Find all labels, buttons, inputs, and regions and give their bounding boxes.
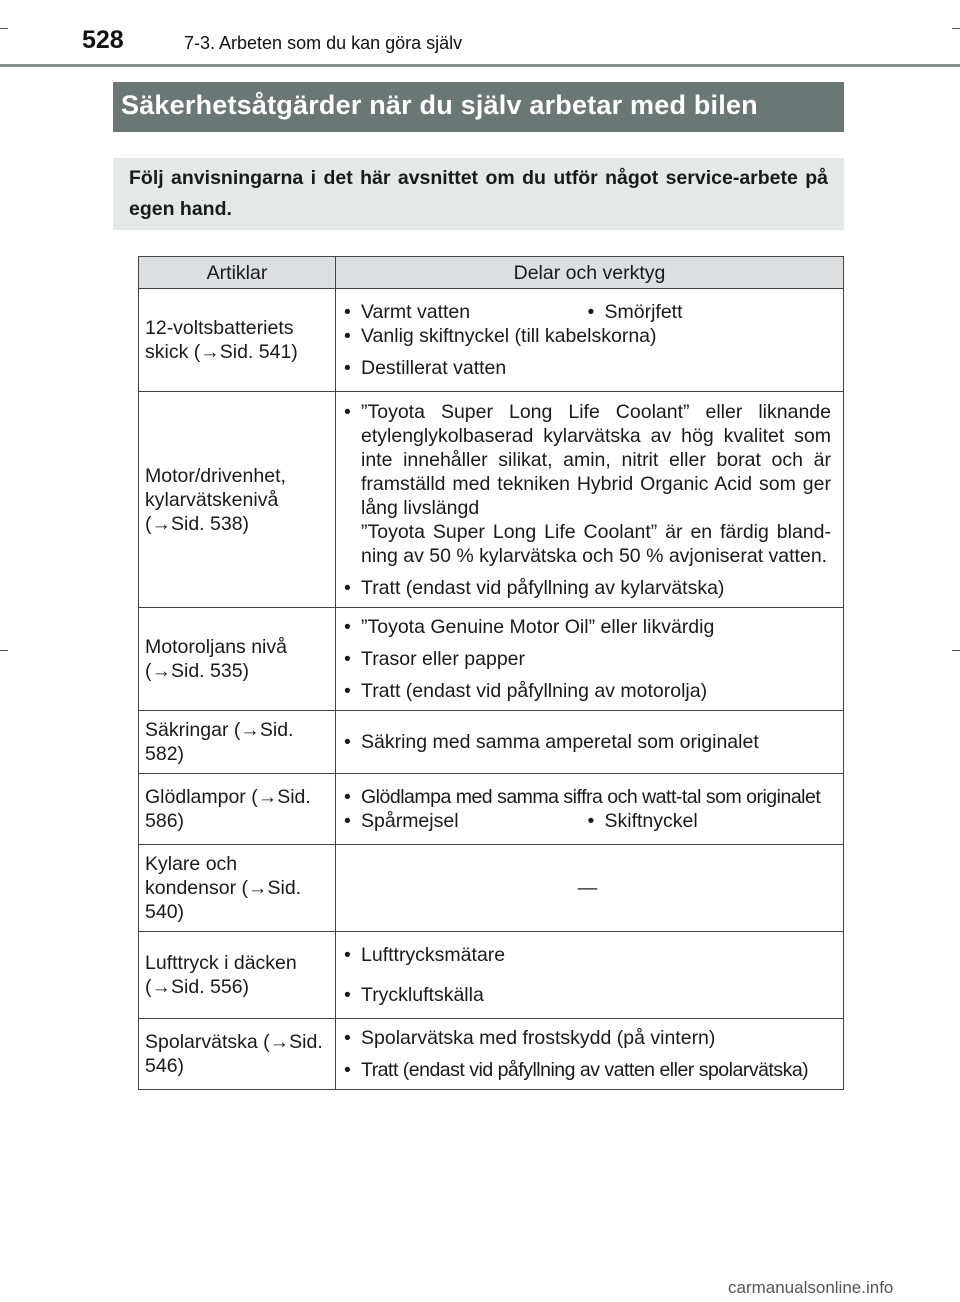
tools-cell xyxy=(336,289,844,392)
tools-cell xyxy=(336,774,844,845)
crop-mark xyxy=(952,28,960,29)
list-item: • Glödlampa med samma siffra och watt-tal som originalet xyxy=(344,786,821,808)
list-item: • Trasor eller papper xyxy=(344,648,526,670)
list-item: • Tratt (endast vid påfyllning av motorolja) xyxy=(344,680,708,702)
chapter-title: 7-3. Arbeten som du kan göra själv xyxy=(184,33,463,53)
table-row xyxy=(139,608,844,711)
tools-cell xyxy=(336,932,844,1019)
list-item: • Destillerat vatten xyxy=(344,357,507,379)
article-cell: Glödlampor (→Sid. 586) xyxy=(139,774,336,845)
article-cell: Säkringar (→Sid. 582) xyxy=(139,711,336,774)
list-item: • Spolarvätska med frostskydd (på vintern) xyxy=(344,1027,716,1049)
tool-pair xyxy=(344,809,831,833)
list-item: • Tratt (endast vid påfyllning av vatten eller spolarvätska) xyxy=(344,1059,809,1081)
tools-cell xyxy=(336,608,844,711)
list-item: • ”Toyota Genuine Motor Oil” eller likvärdig xyxy=(344,616,715,638)
tools-cell xyxy=(336,1019,844,1090)
header-rule xyxy=(0,64,960,67)
crop-mark xyxy=(0,650,8,651)
crop-mark xyxy=(0,28,8,29)
article-cell: Lufttryck i däcken (→Sid. 556) xyxy=(139,932,336,1019)
list-item: • Säkring med samma amperetal som originalet xyxy=(344,731,759,753)
table-row xyxy=(139,289,844,392)
tools-cell xyxy=(336,711,844,774)
list-item: • Tratt (endast vid påfyllning av kylarvätska) xyxy=(344,576,725,599)
watermark: carmanualsonline.info xyxy=(728,1278,894,1297)
article-cell: Kylare och kondensor (→Sid. 540) xyxy=(139,845,336,932)
table-row xyxy=(139,932,844,1019)
table-row xyxy=(139,392,844,608)
list-item: • Tryckluftskälla xyxy=(344,984,484,1006)
article-cell: Motoroljans nivå (→Sid. 535) xyxy=(139,608,336,711)
list-item: • ”Toyota Super Long Life Coolant” eller liknande etylenglykolbaserad kylarvätska av hög kvalitet som inte innehåller silikat, amin, nitrit eller borat och är framställd med tekniken Hybrid Organic Acid som ger lång livslängd ”Toyota Super Long Life Coolant” är en färdig bland-ning av 50 % kylarvätska och 50 % avjoniserat vatten. xyxy=(344,400,831,567)
tools-cell xyxy=(336,392,844,608)
table-row xyxy=(139,1019,844,1090)
list-item: • Varmt vatten xyxy=(344,301,471,323)
table-header-row xyxy=(139,257,844,289)
list-item: • Smörjfett xyxy=(587,301,683,323)
section-title: Säkerhetsåtgärder när du själv arbetar med bilen xyxy=(113,82,844,132)
intro-text: Följ anvisningarna i det här avsnittet om du utför något service-arbete på egen hand. xyxy=(113,158,844,230)
table-row xyxy=(139,711,844,774)
table-row xyxy=(139,774,844,845)
column-header-articles: Artiklar xyxy=(139,257,336,289)
article-cell: Spolarvätska (→Sid. 546) xyxy=(139,1019,336,1090)
list-item: • Spårmejsel xyxy=(344,810,459,832)
list-item: • Vanlig skiftnyckel (till kabelskorna) xyxy=(344,325,657,347)
crop-mark xyxy=(952,650,960,651)
tools-cell: — xyxy=(336,845,844,932)
column-header-tools: Delar och verktyg xyxy=(336,257,844,289)
page-number: 528 xyxy=(82,26,124,54)
article-cell: Motor/drivenhet, kylarvätskenivå (→Sid. 538) xyxy=(139,392,336,608)
table-row xyxy=(139,845,844,932)
list-item: • Lufttrycksmätare xyxy=(344,944,506,966)
list-item: • Skiftnyckel xyxy=(587,810,698,832)
maintenance-table xyxy=(138,256,844,1090)
article-cell: 12-voltsbatteriets skick (→Sid. 541) xyxy=(139,289,336,392)
coolant-note: ”Toyota Super Long Life Coolant” är en färdig bland-ning av 50 % kylarvätska och 50 % avjoniserat vatten. xyxy=(361,520,831,567)
tool-pair xyxy=(344,300,831,324)
